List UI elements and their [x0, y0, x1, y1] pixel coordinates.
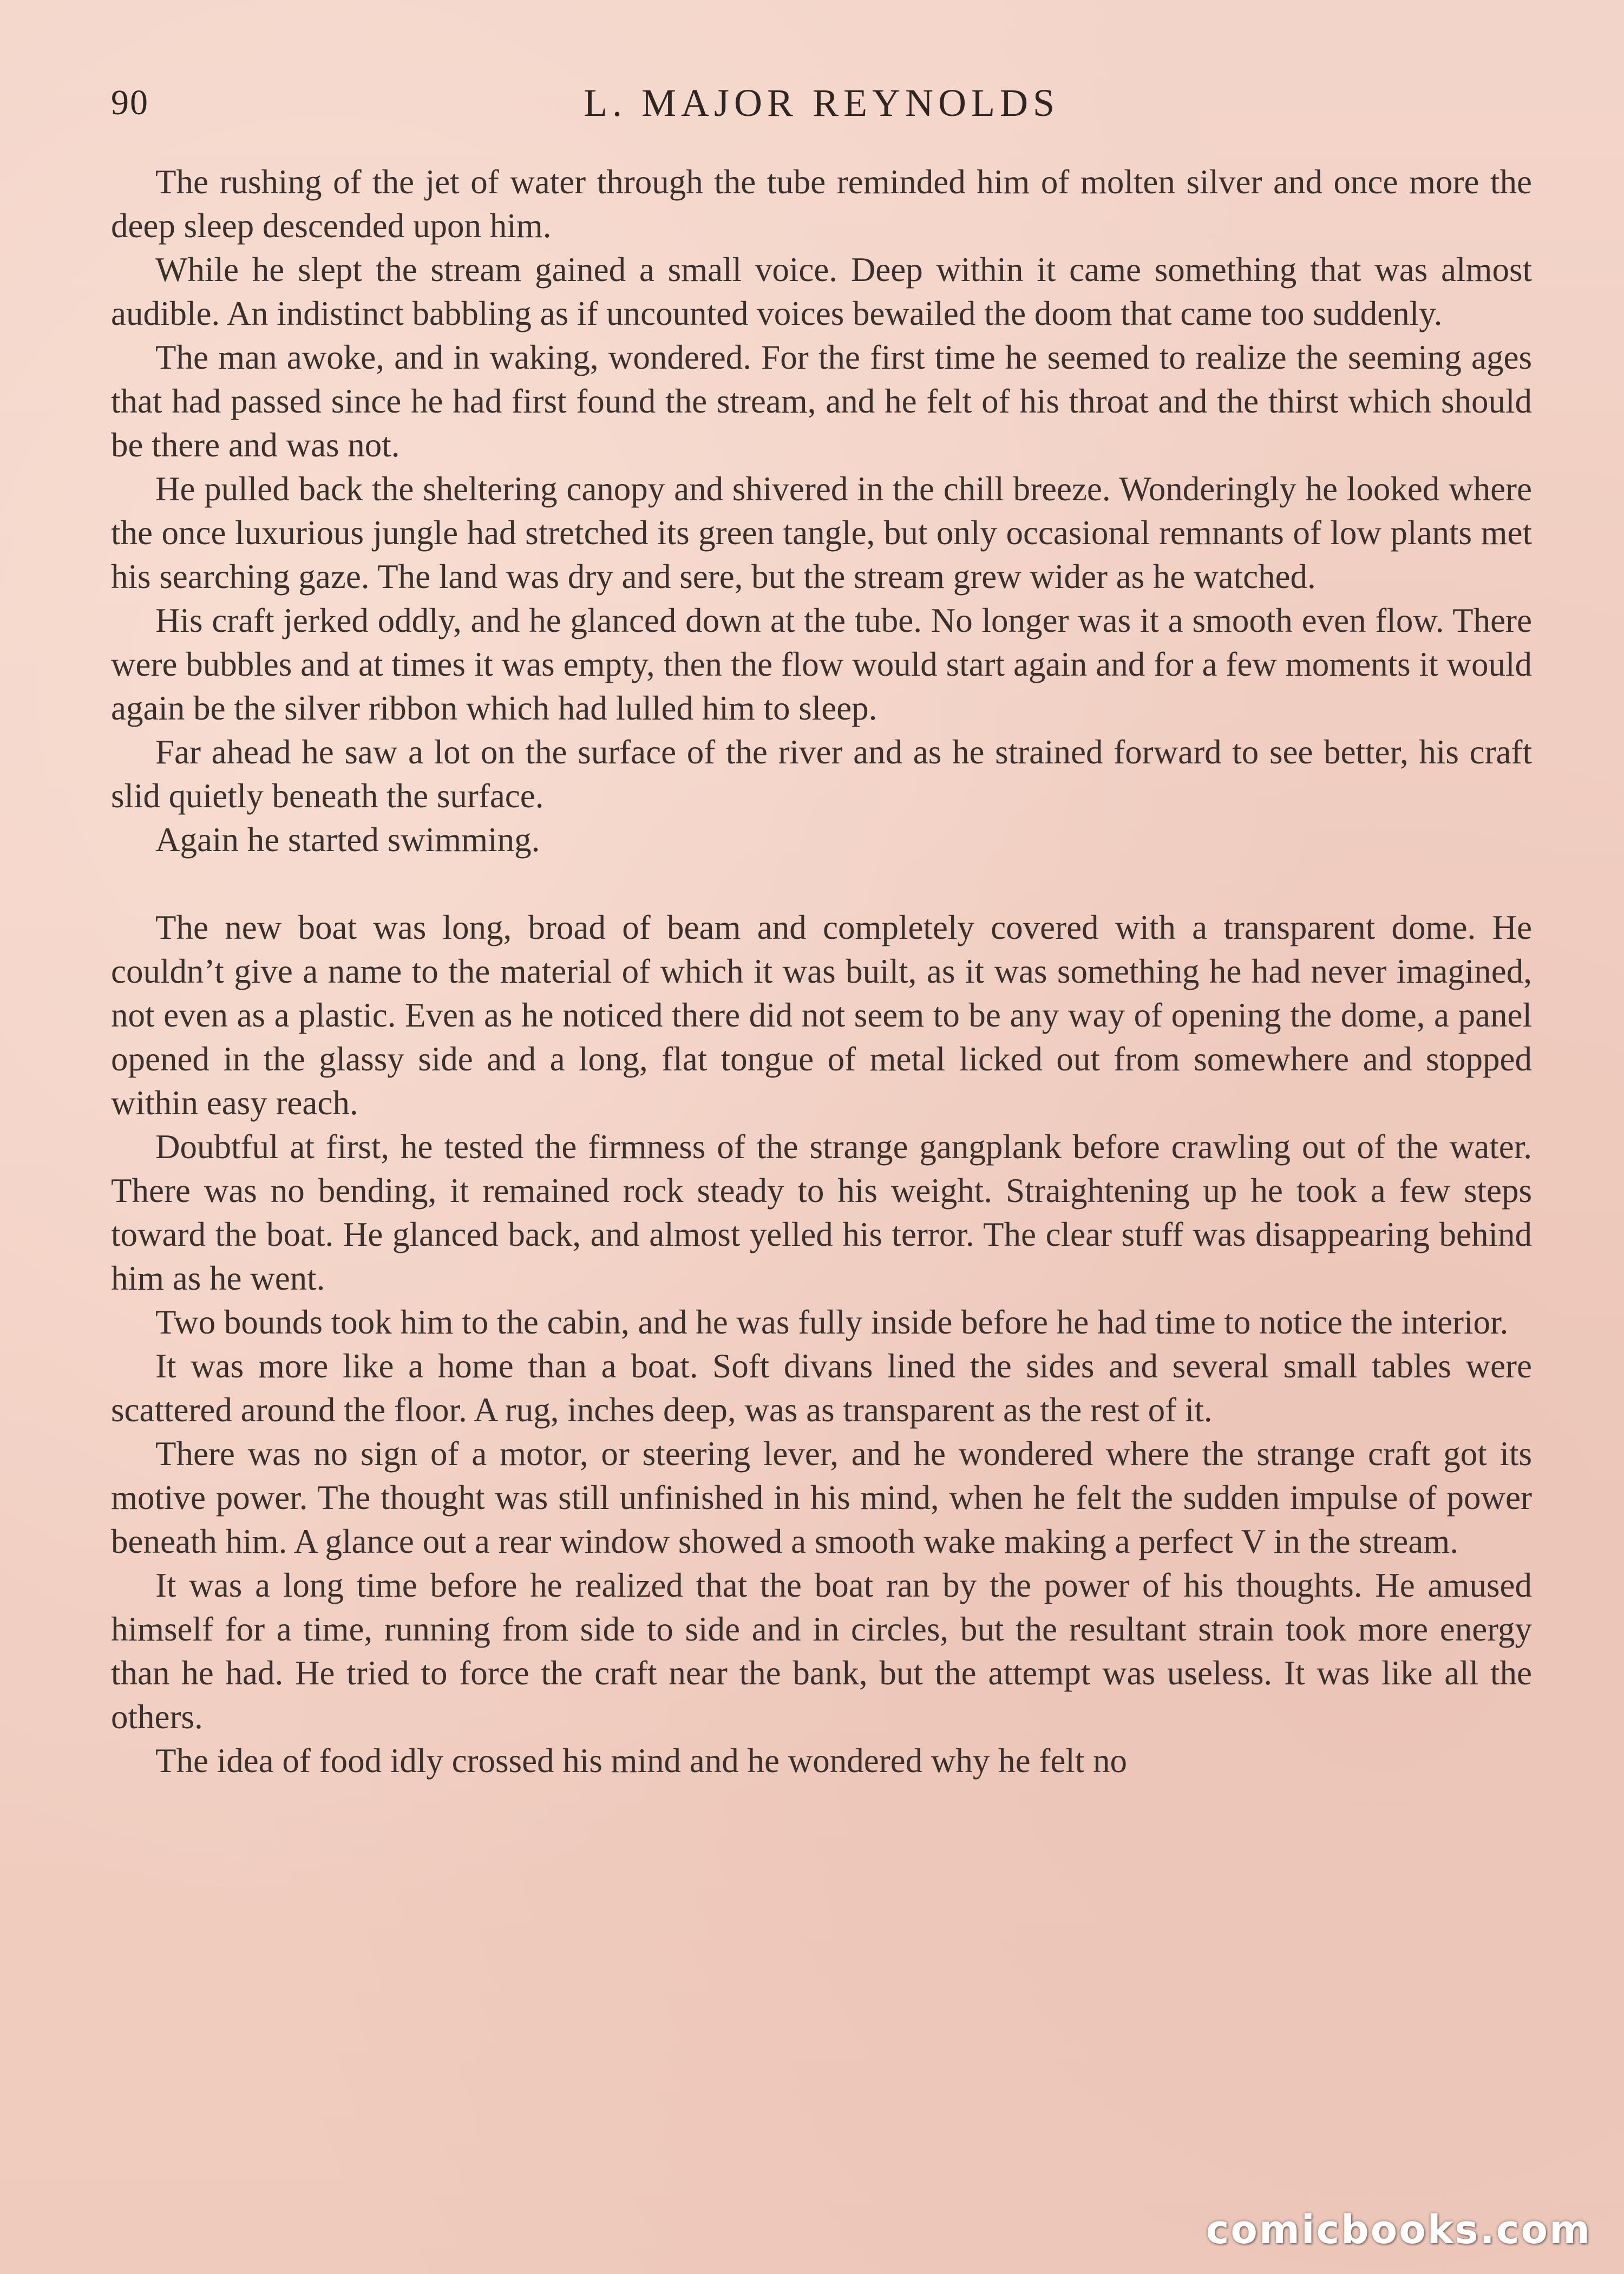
page-number: 90	[111, 83, 149, 122]
paragraph: There was no sign of a motor, or steering lever, and he wondered where the strange craft got its motive power. The thought was still unfinished in his mind, when he felt the sudden impulse of power beneath him. A glance out a rear window showed a smooth wake making a perfect V in the stream.	[111, 1435, 1532, 1560]
paragraph: Far ahead he saw a lot on the surface of the river and as he strained forward to see better, his craft slid quietly beneath the surface.	[111, 733, 1532, 815]
paragraph: The rushing of the jet of water through the tube reminded him of molten silver and once more the deep sleep descended upon him.	[111, 163, 1532, 245]
page-header	[111, 76, 1532, 135]
paragraph: It was a long time before he realized that the boat ran by the power of his thoughts. He amused himself for a time, running from side to side and in circles, but the resultant strain took more energy than he had. He tried to force the craft near the bank, but the attempt was useless. It was like all the others.	[111, 1566, 1532, 1736]
watermark: comicbooks.com	[1206, 2207, 1592, 2252]
paragraph: While he slept the stream gained a small voice. Deep within it came something that was almost audible. An indistinct babbling as if uncounted voices bewailed the doom that came too suddenly.	[111, 251, 1532, 332]
paragraph: The new boat was long, broad of beam and completely covered with a transparent dome. He couldn’t give a name to the material of which it was built, as it was something he had never imagined, not even as a plastic. Even as he noticed there did not seem to be any way of opening the dome, a panel opened in the glassy side and a long, flat tongue of metal licked out from somewhere and stopped within easy reach.	[111, 909, 1532, 1122]
paragraph: It was more like a home than a boat. Soft divans lined the sides and several small tables were scattered around the floor. A rug, inches deep, was as transparent as the rest of it.	[111, 1347, 1532, 1429]
body-text	[111, 160, 1532, 1783]
paragraph: Doubtful at first, he tested the firmness of the strange gangplank before crawling out of the water. There was no bending, it remained rock steady to his weight. Straightening up he took a few steps toward the boat. He glanced back, and almost yelled his terror. The clear stuff was disappearing behind him as he went.	[111, 1128, 1532, 1297]
paragraph: The idea of food idly crossed his mind and he wondered why he felt no	[155, 1742, 1128, 1780]
paragraph: Two bounds took him to the cabin, and he was fully inside before he had time to notice the interior.	[155, 1303, 1509, 1341]
paragraph: The man awoke, and in waking, wondered. For the first time he seemed to realize the seeming ages that had passed since he had first found the stream, and he felt of his throat and the thirst which should be there and was not.	[111, 338, 1532, 464]
paragraph: Again he started swimming.	[155, 821, 540, 859]
paragraph: His craft jerked oddly, and he glanced down at the tube. No longer was it a smooth even flow. There were bubbles and at times it was empty, then the flow would start again and for a few moments it would again be the silver ribbon which had lulled him to sleep.	[111, 602, 1532, 727]
running-head-author: L. MAJOR REYNOLDS	[583, 81, 1060, 125]
paragraph: He pulled back the sheltering canopy and shivered in the chill breeze. Wonderingly he looked where the once luxurious jungle had stretched its green tangle, but only occasional remnants of low plants met his searching gaze. The land was dry and sere, but the stream grew wider as he watched.	[111, 470, 1532, 596]
